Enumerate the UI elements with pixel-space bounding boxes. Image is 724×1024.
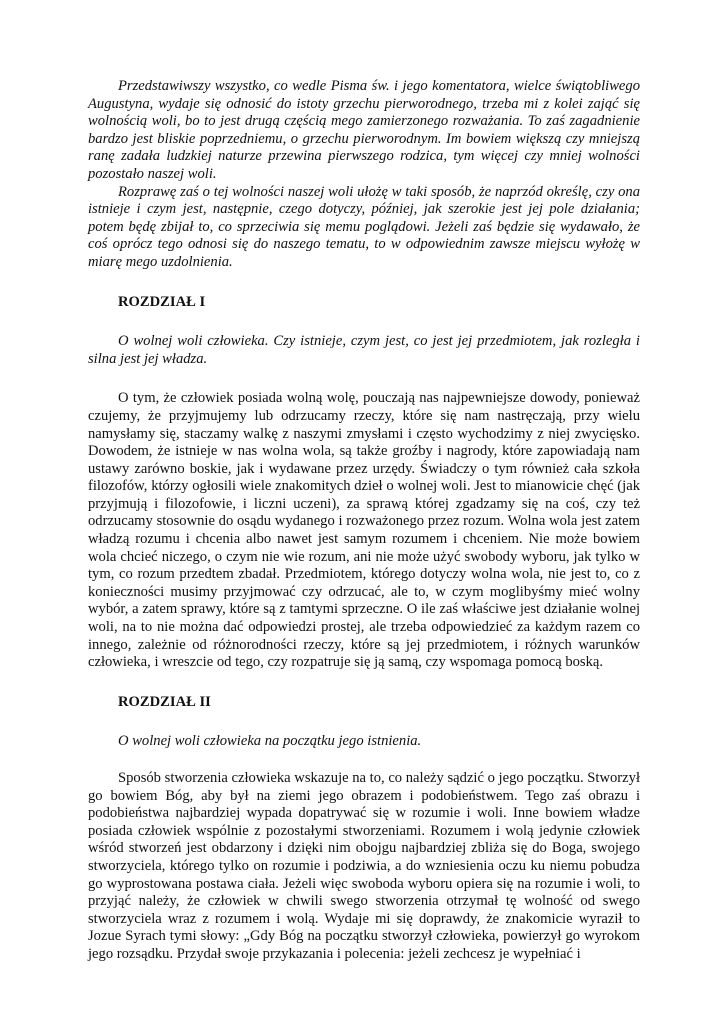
document-page: [88, 78, 640, 964]
chapter-2-body: Sposób stworzenia człowieka wskazuje na to, co należy sądzić o jego początku. Stworzył go bowiem Bóg, aby był na ziemi jego obrazem i podobieństwem. Tego zaś obrazu i podobieństwa najbardziej wypada dopatrywać się w rozumie i woli. Inne bowiem władze posiada człowiek wspólnie z pozostałymi stworzeniami. Rozumem i wolą jedynie człowiek wśród stworzeń jest obdarzony i dzięki nim obojgu najbardziej zbliża się do Boga, swojego stworzyciela, którego tylko on rozumie i podziwia, a do wzniesienia oczu ku niemu pobudza go wyprostowana postawa ciała. Jeżeli więc swoboda wyboru opiera się na rozumie i woli, to przyjąć należy, że człowiek w chwili swego stworzenia otrzymał tę wolność od swego stworzyciela wraz z rozumem i wolą. Wydaje mi się doprawdy, że znakomicie wyraził to Jozue Syrach tymi słowy: „Gdy Bóg na początku stworzył człowieka, powierzył go wyrokom jego rozsądku. Przydał swoje przykazania i polecenia: jeżeli zechcesz je wypełniać i: [88, 770, 640, 962]
chapter-2-heading: ROZDZIAŁ II: [118, 693, 211, 710]
chapter-2-subtitle: O wolnej woli człowieka na początku jego istnienia.: [118, 733, 422, 750]
spacer: [88, 272, 640, 294]
spacer: [88, 711, 640, 733]
spacer: [88, 751, 640, 770]
spacer: [88, 311, 640, 333]
chapter-1-subtitle: O wolnej woli człowieka. Czy istnieje, czym jest, co jest jej przedmiotem, jak rozległa i silna jest jej władza.: [88, 333, 640, 367]
chapter-1-heading: ROZDZIAŁ I: [118, 293, 206, 310]
chapter-1-body: O tym, że człowiek posiada wolną wolę, pouczają nas najpewniejsze dowody, ponieważ czujemy, że przyjmujemy lub odrzucamy rzeczy, które się nam nastręczają, przy wielu namysłamy się, staczamy walkę z naszymi zmysłami i często wychodzimy z niej zwycięsko. Dowodem, że istnieje w nas wolna wola, są także groźby i nagrody, które zapowiadają nam ustawy zarówno boskie, jak i wydawane przez urzędy. Świadczy o tym również cała szkoła filozofów, którzy ogłosili wiele znakomitych dzieł o wolnej woli. Jest to mianowicie chęć (jak przyjmują i filozofowie, i liczni uczeni), za sprawą której zgadzamy się na coś, czy też odrzucamy stosownie do osądu wydanego i rozważonego przez rozum. Wolna wola jest zatem władzą rozumu i chcenia albo nawet jest samym rozumem i chceniem. Nie może bowiem wola chcieć niczego, o czym nie wie rozum, ani nie może użyć swobody wyboru, jak tylko w tym, co rozum przedtem zbadał. Przedmiotem, którego dotyczy wolna wola, nie jest to, co z konieczności musimy przyjmować czy odrzucać, ale to, w czym moglibyśmy mieć wolny wybór, a zatem sprawy, które są z tamtymi sprzeczne. O ile zaś właściwe jest działanie wolnej woli, na to nie można dać odpowiedzi prostej, ale trzeba odpowiedzieć za każdym razem co innego, zależnie od różnorodności rzeczy, które są jej przedmiotem, i różnych warunków człowieka, i wreszcie od tego, czy rozpatruje się ją samą, czy wspomaga pomocą boską.: [88, 390, 640, 671]
intro-paragraph-1: Przedstawiwszy wszystko, co wedle Pisma św. i jego komentatora, wielce świątobliwego Augustyna, wydaje się odnosić do istoty grzechu pierworodnego, trzeba mi z kolei zająć się wolnością woli, bo to jest drugą częścią mego zamierzonego rozważania. To zaś zagadnienie bardzo jest bliskie poprzedniemu, o grzechu pierworodnym. Im bowiem większą czy mniejszą ranę zadała ludzkiej naturze przewina pierwszego rodzica, tym więcej czy mniej wolności pozostało naszej woli.: [88, 78, 640, 182]
spacer: [88, 672, 640, 694]
intro-paragraph-2: Rozprawę zaś o tej wolności naszej woli ułożę w taki sposób, że naprzód określę, czy ona istnieje i czym jest, następnie, czego dotyczy, później, jak szerokie jest jej pole działania; potem będę zbijał to, co sprzeciwia się memu poglądowi. Jeżeli zaś będzie się wydawało, że coś oprócz tego odnosi się do naszego tematu, to w odpowiednim zawsze miejscu wyłożę w miarę mego uzdolnienia.: [88, 183, 640, 270]
spacer: [88, 368, 640, 390]
